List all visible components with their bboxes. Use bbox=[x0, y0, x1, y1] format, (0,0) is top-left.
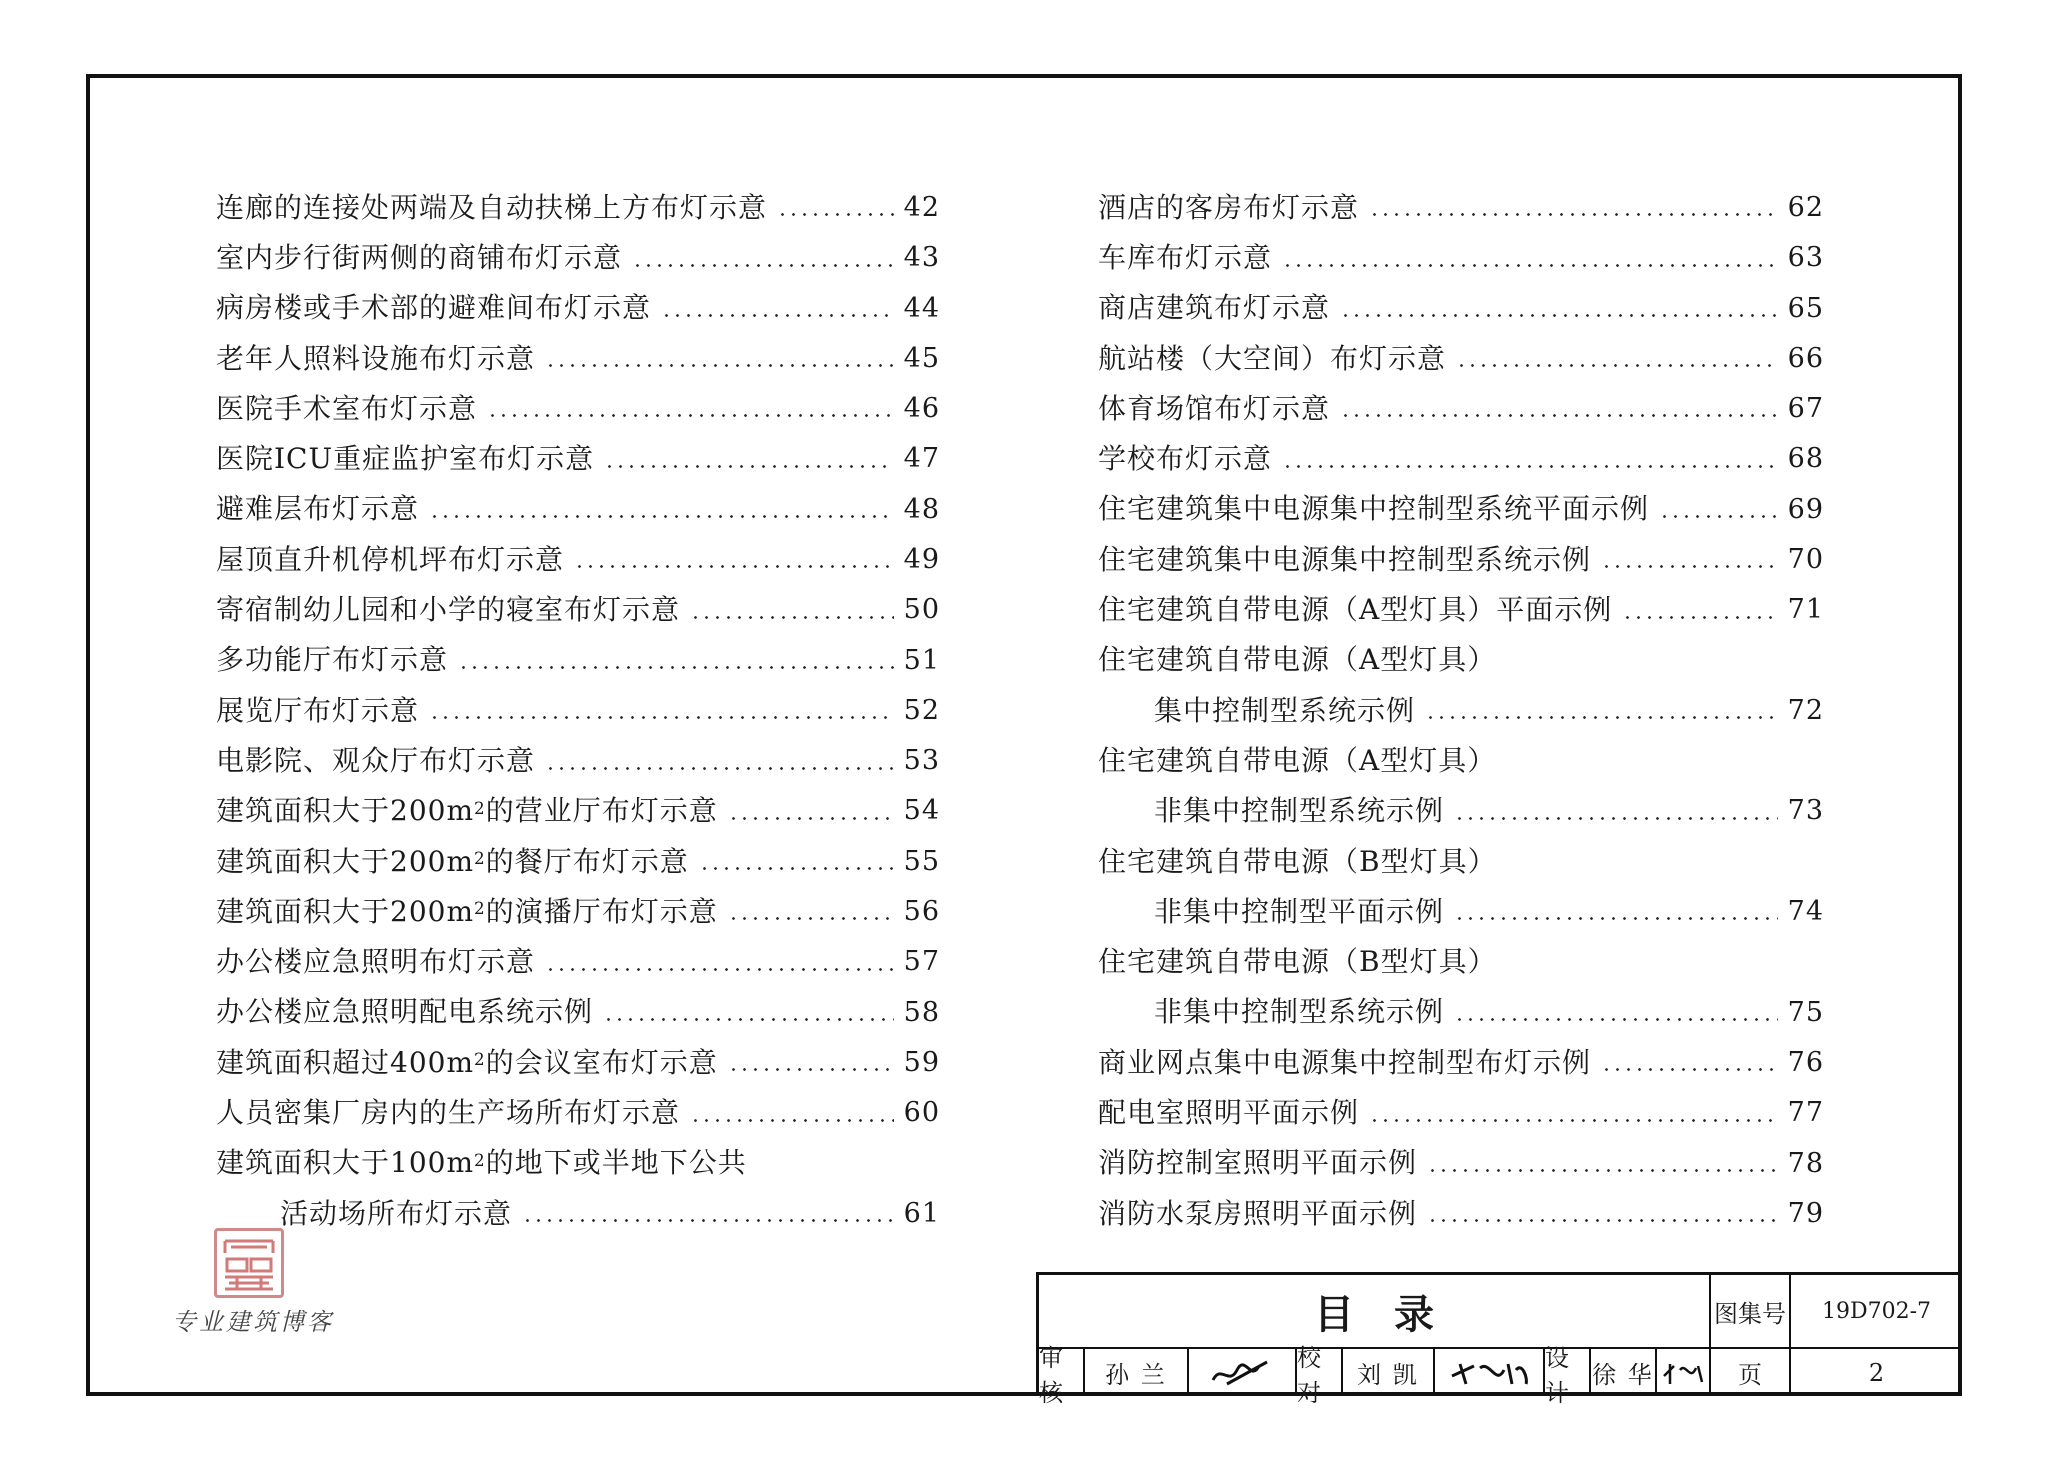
toc-entry-title: 多功能厅布灯示意 bbox=[216, 643, 449, 677]
toc-entry bbox=[216, 629, 940, 679]
toc-entry bbox=[1098, 176, 1824, 226]
toc-entry-page: 51 bbox=[903, 644, 940, 676]
toc-entry bbox=[216, 226, 940, 276]
dot-leader bbox=[545, 364, 894, 367]
toc-entry bbox=[216, 1132, 940, 1182]
toc-entry bbox=[1098, 1132, 1824, 1182]
dot-leader bbox=[661, 314, 894, 317]
dot-leader bbox=[1427, 1169, 1778, 1172]
toc-entry-page: 73 bbox=[1787, 795, 1824, 827]
toc-entry-title: 消防水泵房照明平面示例 bbox=[1098, 1196, 1418, 1230]
checker-signature bbox=[1435, 1349, 1545, 1396]
dot-leader bbox=[604, 465, 894, 468]
dot-leader bbox=[1601, 565, 1778, 568]
dot-leader bbox=[1454, 917, 1778, 920]
atlas-number-label: 图集号 bbox=[1711, 1275, 1791, 1349]
toc-entry-title: 配电室照明平面示例 bbox=[1098, 1096, 1360, 1130]
dot-leader bbox=[699, 867, 894, 870]
toc-entry-title: 病房楼或手术部的避难间布灯示意 bbox=[216, 291, 652, 325]
toc-entry bbox=[1098, 1031, 1824, 1081]
toc-entry bbox=[216, 679, 940, 729]
toc-entry-page: 46 bbox=[903, 393, 940, 425]
dot-leader bbox=[1369, 213, 1778, 216]
design-label: 设计 bbox=[1545, 1349, 1591, 1396]
toc-entry-page: 65 bbox=[1787, 292, 1824, 324]
page-number-label: 页 bbox=[1711, 1349, 1791, 1396]
toc-entry-title: 商业网点集中电源集中控制型布灯示例 bbox=[1098, 1045, 1592, 1079]
dot-leader bbox=[574, 565, 894, 568]
toc-entry-title bbox=[216, 845, 689, 879]
toc-entry-title: 集中控制型系统示例 bbox=[1154, 693, 1416, 727]
toc-entry bbox=[216, 981, 940, 1031]
toc-entry bbox=[1098, 277, 1824, 327]
toc-entry bbox=[1098, 1182, 1824, 1232]
toc-entry-page: 59 bbox=[903, 1046, 940, 1078]
toc-entry-page: 50 bbox=[903, 594, 940, 626]
toc-entry-page: 48 bbox=[903, 493, 940, 525]
dot-leader bbox=[1425, 716, 1778, 719]
toc-entry-page: 55 bbox=[903, 845, 940, 877]
toc-entry-page: 42 bbox=[903, 191, 940, 223]
toc-entry-title-superscript: 2 bbox=[474, 1049, 486, 1070]
toc-entry bbox=[216, 780, 940, 830]
toc-entry-page: 45 bbox=[903, 342, 940, 374]
toc-entry bbox=[216, 880, 940, 930]
page-number-value: 2 bbox=[1868, 1358, 1885, 1387]
dot-leader bbox=[1427, 1219, 1778, 1222]
toc-entry-title: 住宅建筑集中电源集中控制型系统示例 bbox=[1098, 542, 1592, 576]
toc-entry-page: 79 bbox=[1787, 1197, 1824, 1229]
toc-entry-page: 62 bbox=[1787, 191, 1824, 223]
toc-entry-title: 车库布灯示意 bbox=[1098, 241, 1273, 274]
toc-entry-page: 67 bbox=[1787, 393, 1824, 425]
toc-entry-title: 学校布灯示意 bbox=[1098, 442, 1273, 476]
toc-entry-page: 76 bbox=[1787, 1046, 1824, 1078]
toc-entry-title: 住宅建筑自带电源（A型灯具）平面示例 bbox=[1098, 593, 1613, 627]
toc-entry-page: 53 bbox=[903, 745, 940, 777]
toc-entry bbox=[216, 176, 940, 226]
toc-entry-title: 航站楼（大空间）布灯示意 bbox=[1098, 341, 1447, 375]
toc-entry-title-text: 的营业厅布灯示意 bbox=[485, 794, 718, 828]
toc-entry-title bbox=[216, 895, 718, 929]
toc-entry-title-superscript: 2 bbox=[474, 847, 486, 868]
toc-entry-page: 78 bbox=[1787, 1147, 1824, 1179]
toc-entry-title-superscript: 2 bbox=[474, 1149, 486, 1170]
toc-entry-page: 70 bbox=[1787, 543, 1824, 575]
toc-entry-title: 住宅建筑自带电源（A型灯具） bbox=[1098, 743, 1497, 777]
toc-entry bbox=[1098, 729, 1824, 779]
toc-entry bbox=[1098, 226, 1824, 276]
dot-leader bbox=[1340, 314, 1778, 317]
toc-entry-title: 避难层布灯示意 bbox=[216, 492, 420, 526]
toc-entry-title: 住宅建筑集中电源集中控制型系统平面示例 bbox=[1098, 492, 1650, 526]
dot-leader bbox=[1369, 1119, 1778, 1122]
toc-entry-page: 60 bbox=[903, 1097, 940, 1129]
toc-entry-title: 住宅建筑自带电源（B型灯具） bbox=[1098, 945, 1497, 979]
toc-entry-page: 71 bbox=[1787, 594, 1824, 626]
toc-entry-title-text: 的地下或半地下公共 bbox=[485, 1146, 747, 1180]
toc-entry-title: 室内步行街两侧的商铺布灯示意 bbox=[216, 241, 623, 274]
toc-entry bbox=[216, 1031, 940, 1081]
toc-entry-title: 消防控制室照明平面示例 bbox=[1098, 1146, 1418, 1180]
toc-entry-title-text: 建筑面积大于200m bbox=[216, 794, 474, 828]
toc-entry-page: 69 bbox=[1787, 493, 1824, 525]
toc-entry bbox=[1098, 478, 1824, 528]
toc-entry-page: 77 bbox=[1787, 1097, 1824, 1129]
toc-entry bbox=[216, 1081, 940, 1131]
toc-entry-page: 57 bbox=[903, 946, 940, 978]
toc-entry-title-text: 建筑面积大于200m bbox=[216, 844, 474, 878]
toc-entry bbox=[1098, 1081, 1824, 1131]
dot-leader bbox=[728, 917, 894, 920]
toc-entry bbox=[216, 327, 940, 377]
toc-entry-title: 医院手术室布灯示意 bbox=[216, 391, 478, 425]
toc-entry-page: 68 bbox=[1787, 443, 1824, 475]
toc-entry-page: 58 bbox=[903, 996, 940, 1028]
toc-entry bbox=[1098, 780, 1824, 830]
dot-leader bbox=[728, 1068, 894, 1071]
designer-name: 徐 华 bbox=[1591, 1349, 1657, 1396]
toc-entry bbox=[216, 427, 940, 477]
toc-entry-page: 49 bbox=[903, 543, 940, 575]
atlas-number-value: 19D702-7 bbox=[1791, 1275, 1962, 1349]
toc-entry-title: 非集中控制型系统示例 bbox=[1154, 995, 1445, 1029]
toc-entry bbox=[216, 1182, 940, 1232]
checker-name: 刘 凯 bbox=[1343, 1349, 1435, 1396]
toc-entry-title-superscript: 2 bbox=[474, 797, 486, 818]
dot-leader bbox=[429, 716, 894, 719]
dot-leader bbox=[1282, 264, 1778, 267]
toc-entry-title: 屋顶直升机停机坪布灯示意 bbox=[216, 542, 565, 576]
dot-leader bbox=[522, 1219, 894, 1222]
review-label: 审核 bbox=[1039, 1349, 1085, 1396]
dot-leader bbox=[1601, 1068, 1778, 1071]
toc-entry-title-text: 建筑面积大于200m bbox=[216, 894, 474, 928]
toc-entry bbox=[216, 830, 940, 880]
toc-entry-page: 75 bbox=[1787, 996, 1824, 1028]
toc-entry-title: 寄宿制幼儿园和小学的寝室布灯示意 bbox=[216, 593, 681, 627]
toc-entry-page: 74 bbox=[1787, 896, 1824, 928]
dot-leader bbox=[1282, 465, 1778, 468]
toc-entry-title: 医院ICU重症监护室布灯示意 bbox=[216, 442, 595, 476]
toc-entry-page: 47 bbox=[903, 443, 940, 475]
toc-entry-title: 住宅建筑自带电源（B型灯具） bbox=[1098, 844, 1497, 878]
toc-entry-page: 63 bbox=[1787, 242, 1824, 274]
dot-leader bbox=[545, 767, 894, 770]
toc-entry bbox=[1098, 528, 1824, 578]
toc-entry-title: 电影院、观众厅布灯示意 bbox=[216, 743, 536, 777]
toc-entry bbox=[1098, 629, 1824, 679]
reviewer-name: 孙 兰 bbox=[1085, 1349, 1189, 1396]
toc-entry-title-superscript: 2 bbox=[474, 898, 486, 919]
toc-entry-title: 办公楼应急照明配电系统示例 bbox=[216, 995, 594, 1029]
dot-leader bbox=[1340, 414, 1778, 417]
toc-entry-title: 酒店的客房布灯示意 bbox=[1098, 190, 1360, 224]
toc-entry-title: 商店建筑布灯示意 bbox=[1098, 291, 1331, 325]
toc-entry-title: 非集中控制型平面示例 bbox=[1154, 894, 1445, 928]
page-title: 目录 bbox=[1039, 1275, 1711, 1349]
dot-leader bbox=[1454, 1018, 1778, 1021]
dot-leader bbox=[545, 968, 894, 971]
dot-leader bbox=[777, 213, 894, 216]
toc-entry bbox=[216, 578, 940, 628]
toc-entry-title: 展览厅布灯示意 bbox=[216, 693, 420, 727]
dot-leader bbox=[632, 264, 894, 267]
toc-right-column bbox=[1098, 176, 1824, 1232]
toc-entry-title: 人员密集厂房内的生产场所布灯示意 bbox=[216, 1096, 681, 1130]
toc-entry-page: 43 bbox=[903, 242, 940, 274]
toc-entry-title: 住宅建筑自带电源（A型灯具） bbox=[1098, 643, 1497, 677]
toc-entry-title: 体育场馆布灯示意 bbox=[1098, 391, 1331, 425]
signature-row bbox=[1039, 1343, 1711, 1407]
blog-seal-logo bbox=[214, 1228, 284, 1298]
toc-entry-title: 老年人照料设施布灯示意 bbox=[216, 341, 536, 375]
dot-leader bbox=[1454, 817, 1778, 820]
toc-entry bbox=[1098, 327, 1824, 377]
toc-entry bbox=[1098, 578, 1824, 628]
toc-entry bbox=[216, 930, 940, 980]
toc-entry-title-text: 的演播厅布灯示意 bbox=[485, 894, 718, 928]
toc-entry-title: 连廊的连接处两端及自动扶梯上方布灯示意 bbox=[216, 190, 768, 224]
dot-leader bbox=[603, 1018, 894, 1021]
dot-leader bbox=[487, 414, 894, 417]
toc-entry-page: 66 bbox=[1787, 342, 1824, 374]
toc-entry bbox=[1098, 679, 1824, 729]
dot-leader bbox=[1456, 364, 1778, 367]
dot-leader bbox=[429, 515, 894, 518]
toc-entry-title-text: 的餐厅布灯示意 bbox=[485, 844, 689, 878]
toc-entry bbox=[216, 478, 940, 528]
toc-entry bbox=[1098, 427, 1824, 477]
toc-entry-title-text: 建筑面积超过400m bbox=[216, 1045, 474, 1079]
dot-leader bbox=[690, 1119, 894, 1122]
toc-left-column bbox=[216, 176, 940, 1232]
designer-signature bbox=[1657, 1349, 1711, 1396]
toc-entry-title bbox=[216, 1046, 718, 1080]
toc-entry bbox=[1098, 880, 1824, 930]
toc-entry bbox=[1098, 830, 1824, 880]
toc-entry bbox=[216, 377, 940, 427]
title-block bbox=[1036, 1272, 1962, 1407]
toc-entry bbox=[216, 528, 940, 578]
toc-entry-title bbox=[216, 794, 718, 828]
toc-entry-page: 52 bbox=[903, 694, 940, 726]
toc-entry bbox=[1098, 930, 1824, 980]
dot-leader bbox=[728, 817, 894, 820]
dot-leader bbox=[1622, 616, 1777, 619]
toc-entry-title bbox=[216, 1146, 747, 1180]
toc-entry-title: 办公楼应急照明布灯示意 bbox=[216, 945, 536, 979]
dot-leader bbox=[458, 666, 894, 669]
toc-entry bbox=[1098, 981, 1824, 1031]
seal-caption: 专业建筑博客 bbox=[172, 1308, 334, 1336]
toc-entry-title: 活动场所布灯示意 bbox=[280, 1196, 513, 1230]
toc-entry-page: 54 bbox=[903, 795, 940, 827]
reviewer-signature bbox=[1189, 1349, 1297, 1396]
toc-entry-title-text: 建筑面积大于100m bbox=[216, 1146, 474, 1180]
toc-entry-page: 56 bbox=[903, 896, 940, 928]
check-label: 校对 bbox=[1297, 1349, 1343, 1396]
toc-entry-page: 61 bbox=[903, 1197, 940, 1229]
toc-entry-title-text: 的会议室布灯示意 bbox=[485, 1045, 718, 1079]
dot-leader bbox=[690, 616, 894, 619]
toc-entry bbox=[216, 277, 940, 327]
toc-entry-page: 44 bbox=[903, 292, 940, 324]
toc-entry-title: 非集中控制型系统示例 bbox=[1154, 794, 1445, 828]
toc-entry bbox=[1098, 377, 1824, 427]
toc-entry-page: 72 bbox=[1787, 694, 1824, 726]
toc-entry bbox=[216, 729, 940, 779]
dot-leader bbox=[1659, 515, 1778, 518]
